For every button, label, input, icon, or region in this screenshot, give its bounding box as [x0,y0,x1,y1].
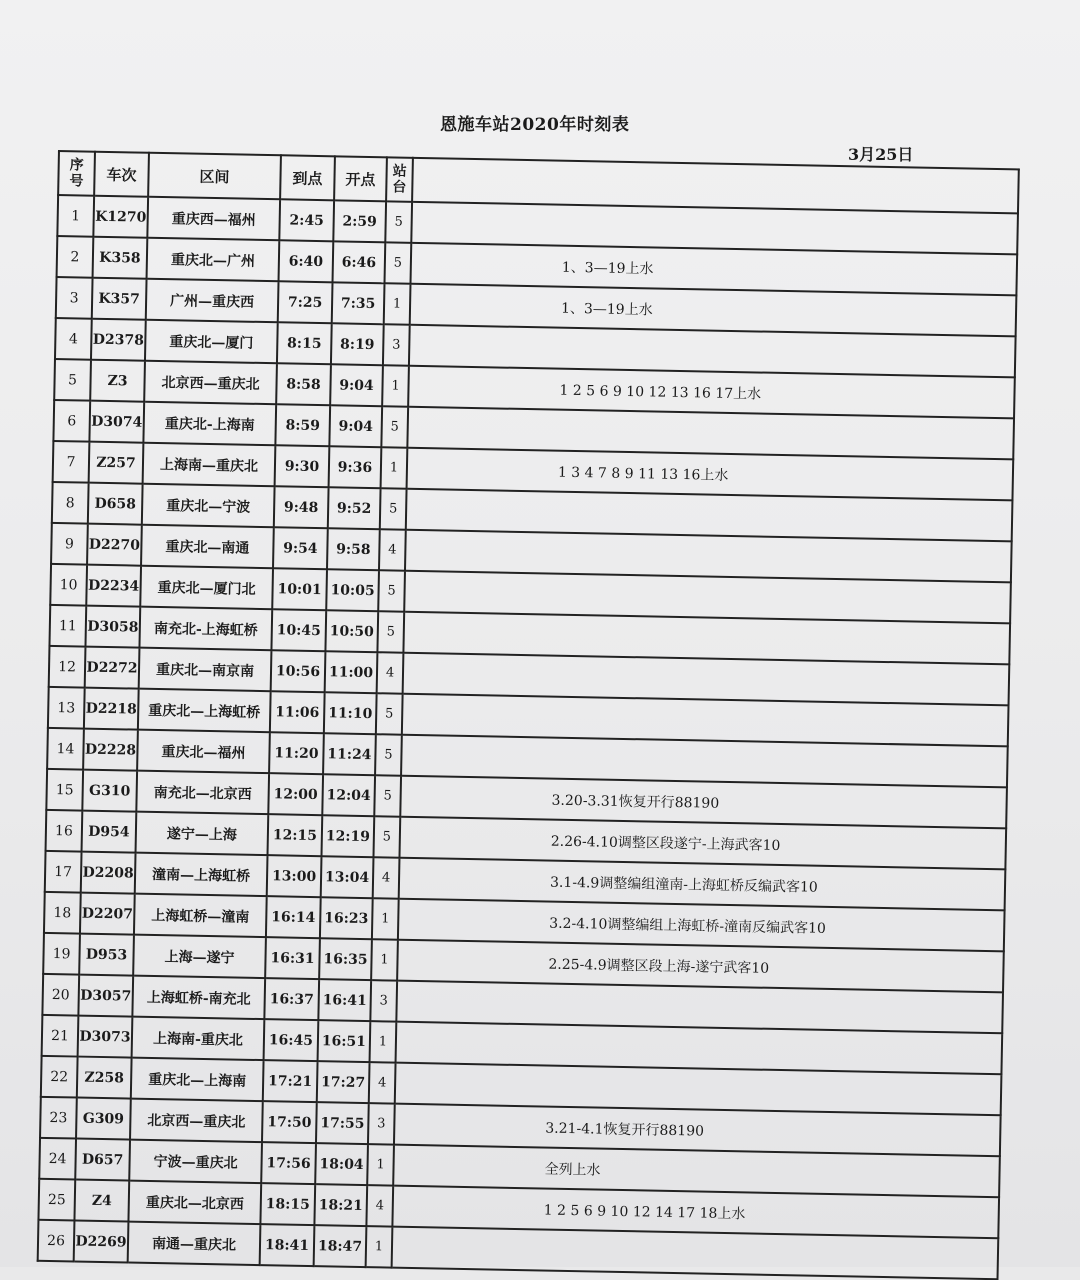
platform-cell: 1 [381,447,408,488]
arrive-time: 17:21 [263,1060,318,1102]
seq-cell: 20 [42,974,79,1016]
platform-cell: 1 [372,898,399,939]
depart-time: 12:04 [322,774,375,816]
arrive-time: 6:40 [279,240,334,282]
arrive-time: 12:15 [268,814,323,856]
route-cell: 上海南-重庆北 [132,1017,265,1061]
seq-cell: 14 [47,728,84,770]
page-title: 恩施车站2020年时刻表 [440,115,630,135]
arrive-time: 8:58 [276,363,331,405]
depart-time: 18:47 [314,1225,367,1267]
depart-time: 9:04 [329,405,382,447]
route-cell: 重庆北—北京西 [128,1181,261,1225]
train-number: D3074 [89,401,144,443]
note-cell: 1、3—19上水 [410,243,1017,296]
route-cell: 上海南—重庆北 [143,443,276,487]
arrive-time: 18:41 [260,1224,315,1266]
route-cell: 重庆北—广州 [147,238,280,282]
train-number: Z257 [89,442,144,484]
platform-cell: 4 [369,1062,396,1103]
seq-cell: 9 [51,523,88,565]
note-cell: 1、3—19上水 [410,284,1017,337]
train-number: D2234 [86,565,141,607]
platform-cell: 5 [375,734,402,775]
train-number: D2207 [80,893,135,935]
depart-time: 9:36 [329,446,382,488]
note-cell: 3.20-3.31恢复开行88190 [400,776,1007,829]
seq-cell: 16 [46,810,83,852]
train-number: D2269 [74,1221,129,1263]
route-cell: 上海虹桥—潼南 [134,894,267,938]
route-cell: 重庆北—宁波 [142,484,275,528]
seq-cell: 23 [40,1097,77,1139]
train-number: D2272 [85,647,140,689]
depart-time: 16:41 [318,979,371,1021]
depart-time: 10:50 [325,610,378,652]
route-cell: 重庆北—南京南 [139,648,272,692]
arrive-time: 16:37 [264,978,319,1020]
platform-cell: 3 [368,1103,395,1144]
arrive-time: 17:56 [261,1142,316,1184]
depart-time: 2:59 [333,200,386,242]
note-cell: 2.26-4.10调整区段遂宁-上海武客10 [399,817,1006,870]
route-cell: 上海虹桥-南充北 [132,976,265,1020]
seq-cell: 10 [50,564,87,606]
arrive-time: 12:00 [268,773,323,815]
route-cell: 重庆北-上海南 [143,402,276,446]
platform-cell: 5 [373,816,400,857]
seq-cell: 1 [57,195,94,237]
seq-cell: 13 [48,687,85,729]
platform-cell: 1 [367,1144,394,1185]
route-cell: 潼南—上海虹桥 [135,853,268,897]
seq-cell: 25 [38,1179,75,1221]
depart-time: 16:51 [318,1020,371,1062]
train-number: D2378 [91,319,146,361]
seq-cell: 26 [38,1220,75,1262]
train-number: D658 [88,483,143,525]
depart-time: 11:24 [323,733,376,775]
header-depart: 开点 [334,156,387,201]
platform-cell: 1 [382,365,409,406]
platform-cell: 4 [379,529,406,570]
train-number: Z3 [90,360,145,402]
platform-cell: 5 [374,775,401,816]
depart-time: 9:52 [328,487,381,529]
train-number: Z4 [74,1180,129,1222]
train-number: Z258 [77,1057,132,1099]
platform-cell: 3 [370,980,397,1021]
train-number: D2218 [84,688,139,730]
platform-cell: 4 [373,857,400,898]
header-platform: 站 台 [386,157,413,201]
note-cell: 1 3 4 7 8 9 11 13 16上水 [407,448,1014,501]
depart-time: 8:19 [331,323,384,365]
depart-time: 9:58 [327,528,380,570]
arrive-time: 10:45 [271,609,326,651]
date-label: 3月25日 [848,145,914,164]
route-cell: 南通—重庆北 [128,1222,261,1266]
arrive-time: 18:15 [260,1183,315,1225]
route-cell: 重庆北—南通 [141,525,274,569]
arrive-time: 7:25 [278,281,333,323]
train-number: G310 [82,770,137,812]
depart-time: 6:46 [333,241,386,283]
train-number: D954 [82,811,137,853]
depart-time: 18:21 [314,1184,367,1226]
depart-time: 16:23 [320,897,373,939]
route-cell: 重庆北—上海虹桥 [138,689,271,733]
arrive-time: 9:54 [273,527,328,569]
route-cell: 广州—重庆西 [146,279,279,323]
depart-time: 11:10 [324,692,377,734]
route-cell: 宁波—重庆北 [129,1140,262,1184]
seq-cell: 24 [39,1138,76,1180]
note-cell: 3.2-4.10调整编组上海虹桥-潼南反编武客10 [398,899,1005,952]
note-cell: 1 2 5 6 9 10 12 13 16 17上水 [408,366,1015,419]
arrive-time: 9:30 [275,445,330,487]
timetable [37,150,1020,1280]
arrive-time: 9:48 [274,486,329,528]
note-cell: 1 2 5 6 9 10 12 14 17 18上水 [392,1186,999,1239]
platform-cell: 4 [366,1185,393,1226]
platform-cell: 3 [383,324,410,365]
platform-cell: 1 [384,283,411,324]
arrive-time: 16:45 [264,1019,319,1061]
seq-cell: 21 [42,1015,79,1057]
seq-cell: 18 [44,892,81,934]
platform-cell: 4 [377,652,404,693]
arrive-time: 17:50 [262,1101,317,1143]
arrive-time: 8:15 [277,322,332,364]
timetable-wrapper [37,150,1020,1280]
route-cell: 南充北-上海虹桥 [139,607,272,651]
platform-cell: 5 [385,242,412,283]
platform-cell: 5 [380,488,407,529]
route-cell: 重庆北—福州 [137,730,270,774]
arrive-time: 10:56 [271,650,326,692]
route-cell: 遂宁—上海 [136,812,269,856]
route-cell: 北京西—重庆北 [144,361,277,405]
train-number: G309 [76,1098,131,1140]
arrive-time: 8:59 [275,404,330,446]
arrive-time: 16:14 [266,896,321,938]
train-number: K357 [92,278,147,320]
arrive-time: 10:01 [272,568,327,610]
platform-cell: 5 [381,406,408,447]
depart-time: 18:04 [315,1143,368,1185]
header-arrive: 到点 [280,155,335,200]
seq-cell: 4 [55,318,92,360]
train-number: D3057 [78,975,133,1017]
route-cell: 重庆西—福州 [147,197,280,241]
train-number: K358 [93,237,148,279]
platform-cell: 5 [378,570,405,611]
arrive-time: 16:31 [265,937,320,979]
depart-time: 17:55 [316,1102,369,1144]
train-number: D2228 [83,729,138,771]
train-number: K1270 [93,196,148,238]
platform-cell: 5 [376,693,403,734]
seq-cell: 12 [49,646,86,688]
seq-cell: 17 [45,851,82,893]
platform-cell: 1 [366,1226,393,1267]
arrive-time: 13:00 [267,855,322,897]
train-number: D2208 [81,852,136,894]
depart-time: 13:04 [321,856,374,898]
platform-cell: 1 [371,939,398,980]
seq-cell: 19 [43,933,80,975]
header-train: 车次 [94,152,149,197]
train-number: D953 [79,934,134,976]
train-number: D2270 [87,524,142,566]
note-cell: 3.1-4.9调整编组潼南-上海虹桥反编武客10 [399,858,1006,911]
train-number: D3058 [85,606,140,648]
route-cell: 重庆北—上海南 [131,1058,264,1102]
seq-cell: 2 [57,236,94,278]
arrive-time: 2:45 [279,199,334,241]
header-seq: 序 号 [58,151,95,196]
arrive-time: 11:20 [269,732,324,774]
route-cell: 南充北—北京西 [136,771,269,815]
depart-time: 9:04 [330,364,383,406]
seq-cell: 6 [53,400,90,442]
route-cell: 上海—遂宁 [133,935,266,979]
seq-cell: 8 [52,482,89,524]
seq-cell: 15 [46,769,83,811]
seq-cell: 3 [56,277,93,319]
depart-time: 10:05 [326,569,379,611]
note-cell: 全列上水 [393,1145,1000,1198]
platform-cell: 5 [377,611,404,652]
train-number: D3073 [78,1016,133,1058]
route-cell: 北京西—重庆北 [130,1099,263,1143]
depart-time: 16:35 [319,938,372,980]
note-cell: 2.25-4.9调整区段上海-遂宁武客10 [397,940,1004,993]
platform-cell: 1 [370,1021,397,1062]
seq-cell: 5 [54,359,91,401]
header-route: 区间 [148,153,281,200]
train-number: D657 [75,1139,130,1181]
note-cell: 3.21-4.1恢复开行88190 [394,1104,1001,1157]
route-cell: 重庆北—厦门 [145,320,278,364]
depart-time: 17:27 [317,1061,370,1103]
seq-cell: 11 [49,605,86,647]
arrive-time: 11:06 [270,691,325,733]
route-cell: 重庆北—厦门北 [140,566,273,610]
seq-cell: 7 [53,441,90,483]
platform-cell: 5 [385,201,412,242]
seq-cell: 22 [41,1056,78,1098]
depart-time: 7:35 [332,282,385,324]
depart-time: 12:19 [321,815,374,857]
depart-time: 11:00 [325,651,378,693]
